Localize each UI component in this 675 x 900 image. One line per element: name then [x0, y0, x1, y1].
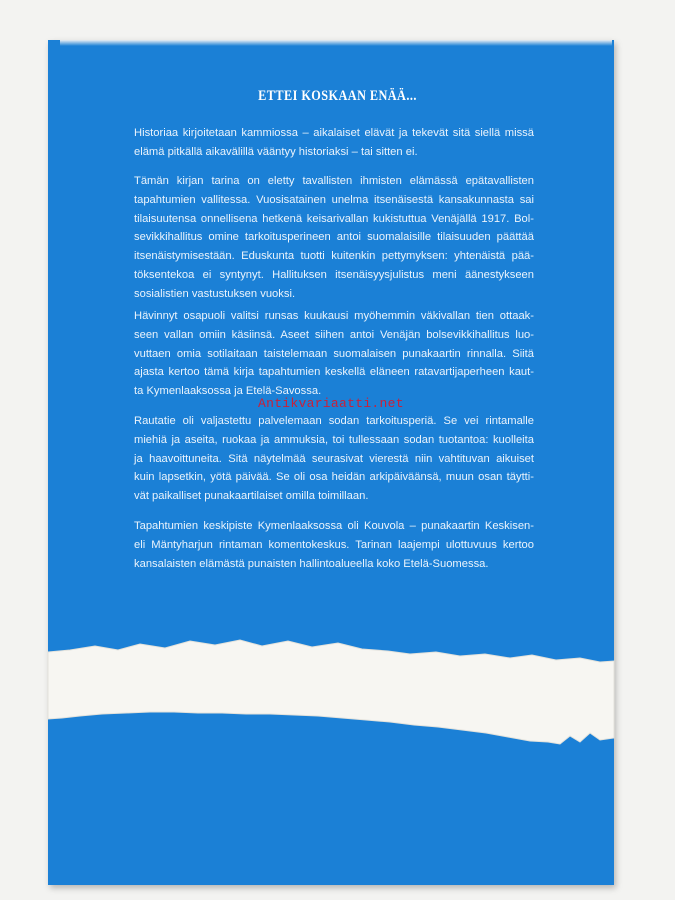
- text-line: eli Mäntyharjun rintaman komentokeskus. Tarinan laajempi ulottuvuus kertoo: [134, 538, 534, 551]
- text-line: Hävinnyt osapuoli valitsi runsas kuukausi myöhemmin väkivallan tien ottaak-: [134, 310, 534, 322]
- text-line: Tapahtumien keskipiste Kymenlaaksossa oli Kouvola – punakaartin Keskisen-: [134, 520, 534, 532]
- text-line: tilaisuutensa onnellisena hetkenä keisarivallan kukistuttua Venäjällä 1917. Bol-: [134, 212, 534, 225]
- text-line: tapahtumien vallitessa. Vuosisatainen unelma itsenäisestä kansakunnasta sai: [134, 193, 534, 206]
- text-line: sevikkihallitus omine tarkoitusperineen antoi suomalaisille tilaisuuden päättää: [134, 231, 534, 244]
- text-line: töksentekoa ei syntynyt. Hallituksen itsenäisyysjulistus meni äänestykseen: [134, 268, 534, 281]
- text-line: vät paikalliset punakaartilaiset omilla toimillaan.: [134, 490, 369, 503]
- text-line: seen vallan omiin käsiinsä. Aseet siihen antoi Venäjän bolsevikkihallitus luo-: [134, 328, 534, 341]
- book-title: ETTEI KOSKAAN ENÄÄ...: [258, 88, 417, 104]
- text-line: vuttaen omia sotilaitaan taistelemaan suomalaisen punakaartin rinnalla. Siitä: [134, 347, 534, 360]
- text-line: sosialistien vastustuksen vuoksi.: [134, 287, 296, 300]
- text-line: elämä pitkällä aikavälillä vääntyy historiaksi – tai sitten ei.: [134, 145, 418, 158]
- text-line: Historiaa kirjoitetaan kammiossa – aikalaiset elävät ja tekevät sitä siellä missä: [134, 127, 534, 139]
- text-line: ajasta kertoo tämä kirja tapahtumien keskellä eläneen ratavartijaperheen kaut-: [134, 366, 534, 379]
- text-line: ta Kymenlaaksossa ja Etelä-Savossa.: [134, 385, 322, 398]
- text-line: kuin lapsetkin, yötä päivää. Se oli osa heidän arkipäiväänsä, muun osan täytti-: [134, 471, 534, 484]
- text-line: itsenäistymisestään. Eduskunta tuotti kuitenkin pettymyksen: yhtenäistä pää-: [134, 250, 534, 263]
- text-line: ja haavoittuneita. Sitä näytelmää seurasivat vierestä niin vahtituvan aikuiset: [134, 452, 534, 465]
- text-line: miehiä ja aseita, ruokaa ja ammuksia, toi tullessaan sodan tuotantoa: kuolleita: [134, 433, 534, 446]
- text-line: Rautatie oli valjastettu palvelemaan sodan tarkoitusperiä. Se vei rintamalle: [134, 415, 534, 427]
- text-line: kansalaisten elämästä punaisten hallintoalueella koko Etelä-Suomessa.: [134, 557, 489, 570]
- tear-shape: [48, 640, 614, 744]
- text-line: Tämän kirjan tarina on eletty tavallisten ihmisten elämässä epätavallisten: [134, 175, 534, 187]
- watermark: Antikvariaatti.net: [258, 396, 404, 411]
